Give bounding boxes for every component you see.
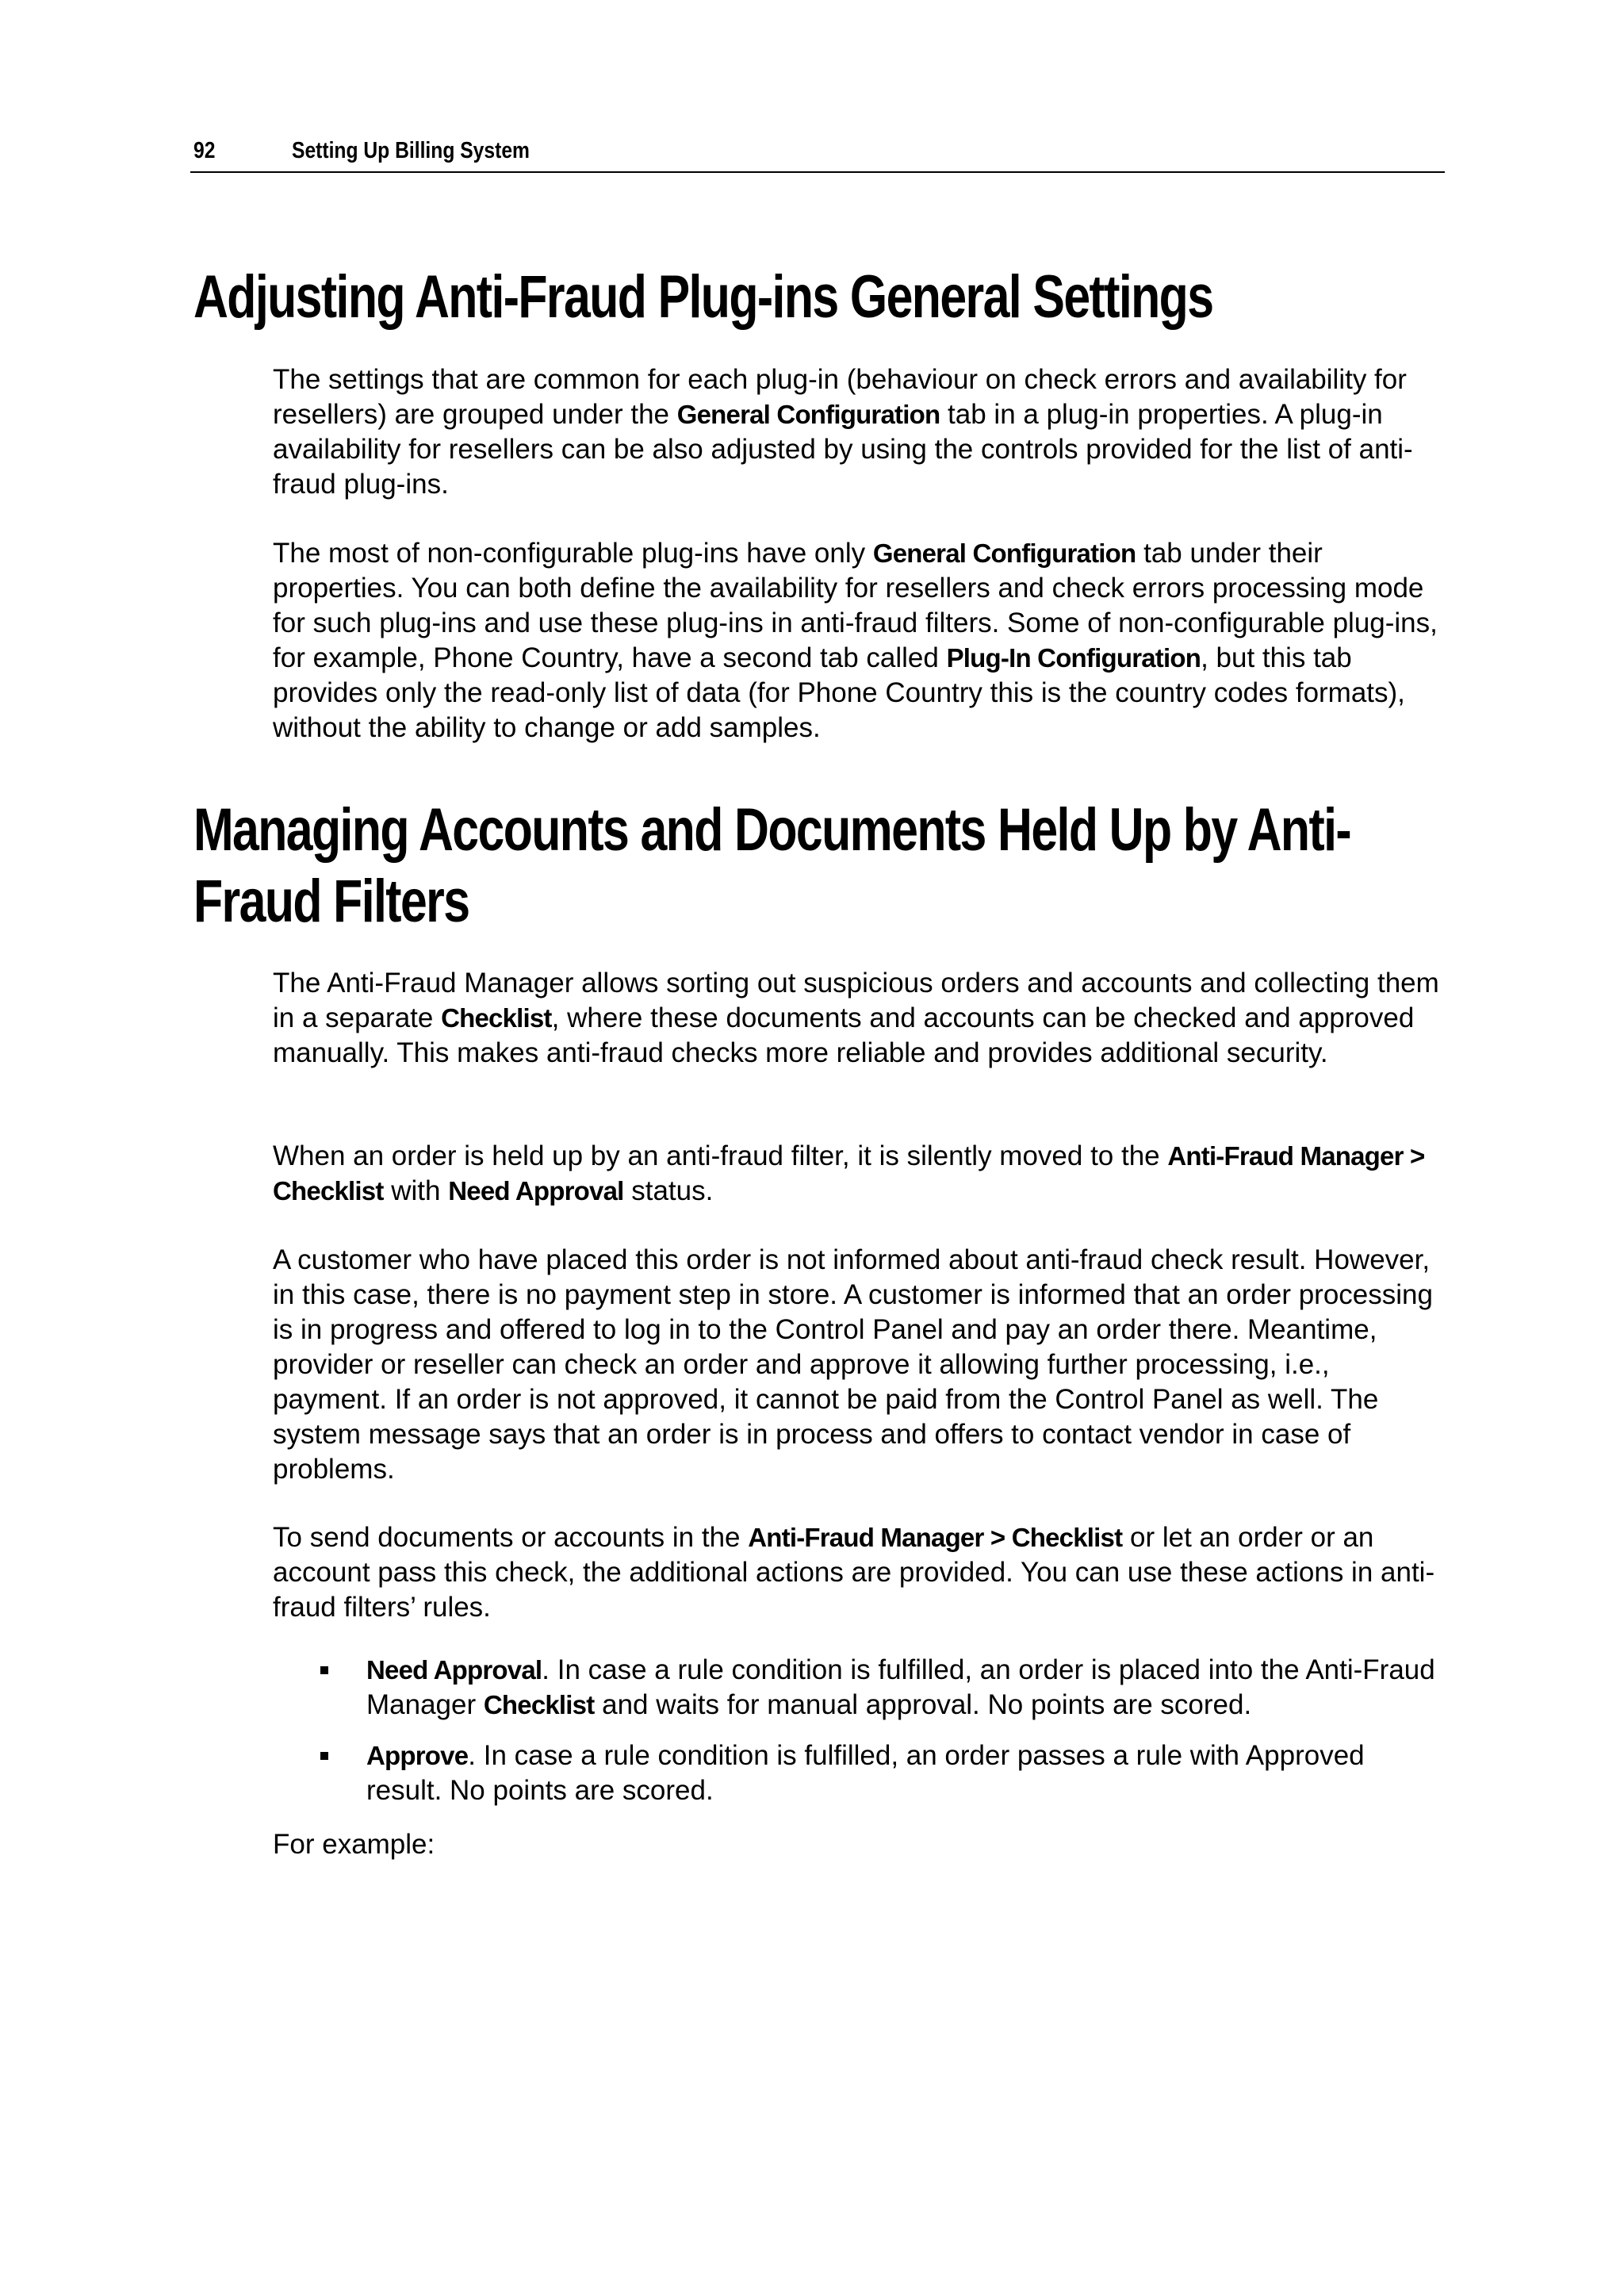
- actions-list: [273, 1653, 1446, 1824]
- paragraph-general-settings: The settings that are common for each plug-in (behaviour on check errors and availability for resellers) are grouped under the General Configuration tab in a plug-in properties. A plug-in availability for resellers can be also adjusted by using the controls provided for the list of anti-fraud plug-ins.: [273, 364, 1413, 500]
- term-need-approval: Need Approval: [366, 1655, 542, 1685]
- paragraph-order-held-up: When an order is held up by an anti-fraud filter, it is silently moved to the Anti-Fraud Manager > Checklist with Need Approval status.: [273, 1140, 1425, 1206]
- list-item-approve: Approve. In case a rule condition is fulfilled, an order passes a rule with Approved result. No points are scored.: [273, 1738, 1446, 1808]
- paragraph-anti-fraud-manager: The Anti-Fraud Manager allows sorting out suspicious orders and accounts and collecting them in a separate Checklist, where these documents and accounts can be checked and approved manually. This makes anti-fraud checks more reliable and provides additional security.: [273, 968, 1439, 1068]
- list-item-need-approval: Need Approval. In case a rule condition is fulfilled, an order is placed into the Anti-Fraud Manager Checklist and waits for manual approval. No points are scored.: [273, 1653, 1446, 1723]
- running-title: Setting Up Billing System: [292, 138, 530, 163]
- paragraph-for-example: For example:: [273, 1829, 435, 1860]
- bullet-square-icon: [320, 1666, 328, 1674]
- term-anti-fraud-checklist: Anti-Fraud Manager > Checklist: [748, 1523, 1123, 1552]
- section-heading-anti-fraud-settings: Adjusting Anti-Fraud Plug-ins General Settings: [193, 263, 1213, 331]
- term-checklist: Checklist: [483, 1690, 595, 1719]
- paragraph-non-configurable-plugins: The most of non-configurable plug-ins have only General Configuration tab under their properties. You can both define the availability for resellers and check errors processing mode for such plug-ins and use these plug-ins in anti-fraud filters. Some of non-configurable plug-ins, for example, Phone Country, have a second tab called Plug-In Configuration, but this tab provides only the read-only list of data (for Phone Country this is the country codes formats), without the ability to change or add samples.: [273, 538, 1438, 743]
- term-general-configuration: General Configuration: [872, 539, 1136, 568]
- term-approve: Approve: [366, 1741, 469, 1770]
- paragraph-customer-informed: A customer who have placed this order is not informed about anti-fraud check result. However, in this case, there is no payment step in store. A customer is informed that an order processing is in progress and offered to log in to the Control Panel and pay an order there. Meantime, provider or reseller can check an order and approve it allowing further processing, i.e., payment. If an order is not approved, it cannot be paid from the Control Panel as well. The system message says that an order is in process and offers to contact vendor in case of problems.: [273, 1244, 1433, 1485]
- paragraph-additional-actions: To send documents or accounts in the Anti-Fraud Manager > Checklist or let an order or an account pass this check, the additional actions are provided. You can use these actions in anti-fraud filters’ rules.: [273, 1522, 1435, 1623]
- bullet-square-icon: [320, 1752, 328, 1760]
- term-anti-fraud-checklist: Anti-Fraud Manager > Checklist: [273, 1141, 1425, 1205]
- section-heading-managing-accounts: Managing Accounts and Documents Held Up by Anti- Fraud Filters: [193, 796, 1351, 935]
- page-header: [190, 135, 1445, 173]
- term-checklist: Checklist: [441, 1003, 552, 1033]
- page-number: 92: [193, 138, 216, 163]
- term-plugin-configuration: Plug-In Configuration: [946, 643, 1201, 673]
- term-general-configuration: General Configuration: [676, 400, 940, 429]
- term-need-approval: Need Approval: [448, 1176, 624, 1205]
